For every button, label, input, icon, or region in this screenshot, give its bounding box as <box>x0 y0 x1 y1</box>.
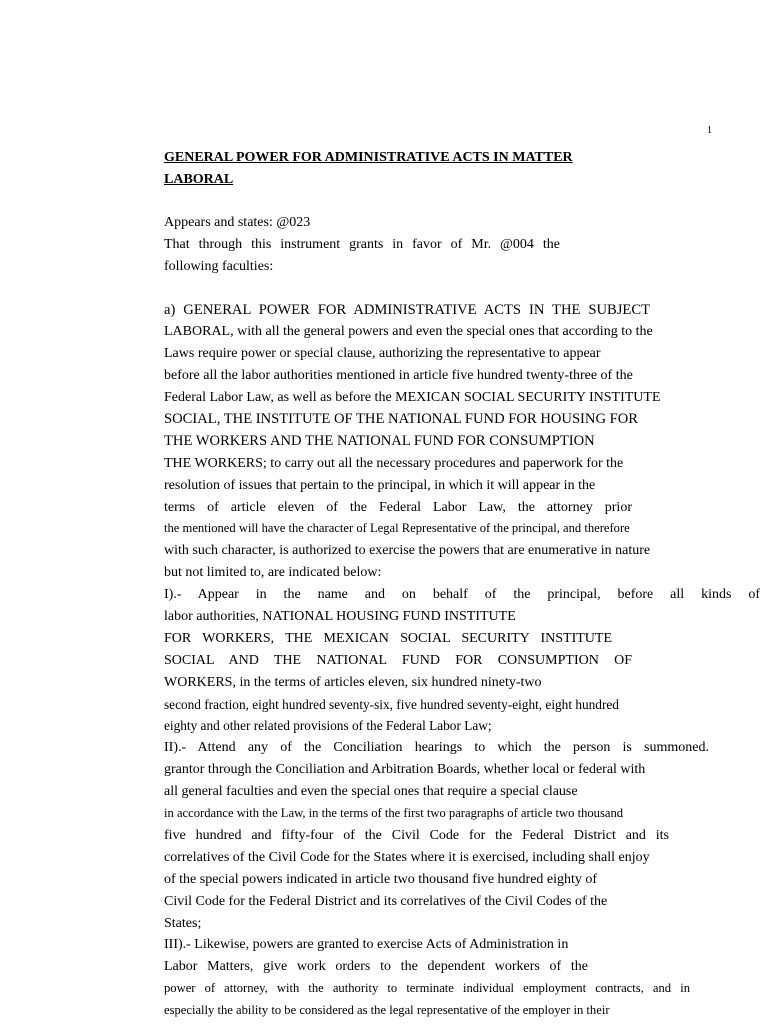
body-line: Labor Matters, give work orders to the dependent workers of the <box>164 959 588 975</box>
body-line: Appears and states: @023 <box>164 215 311 230</box>
body-line: a) GENERAL POWER FOR ADMINISTRATIVE ACTS IN THE SUBJECT <box>164 301 650 318</box>
title-line-1: GENERAL POWER FOR ADMINISTRATIVE ACTS IN MATTER <box>164 150 573 165</box>
body-line: power of attorney, with the authority to terminate individual employment contracts, and in <box>164 981 690 996</box>
title-line-2: LABORAL <box>164 172 234 187</box>
page-number: 1 <box>707 125 712 136</box>
body-line: Civil Code for the Federal District and its correlatives of the Civil Codes of the <box>164 893 608 909</box>
body-line: Laws require power or special clause, authorizing the representative to appear <box>164 346 601 362</box>
body-line: eighty and other related provisions of the Federal Labor Law; <box>164 718 492 734</box>
body-line: SOCIAL, THE INSTITUTE OF THE NATIONAL FUND FOR HOUSING FOR <box>164 411 639 428</box>
body-line: labor authorities, NATIONAL HOUSING FUND INSTITUTE <box>164 609 516 625</box>
body-line: LABORAL, with all the general powers and even the special ones that according to the <box>164 324 653 340</box>
body-line: the mentioned will have the character of Legal Representative of the principal, and therefore <box>164 521 630 536</box>
body-line: resolution of issues that pertain to the principal, in which it will appear in the <box>164 477 596 493</box>
body-line: That through this instrument grants in favor of Mr. @004 the <box>164 236 560 252</box>
body-line: with such character, is authorized to exercise the powers that are enumerative in nature <box>164 543 651 559</box>
body-line: but not limited to, are indicated below: <box>164 565 382 581</box>
body-line: SOCIAL AND THE NATIONAL FUND FOR CONSUMPTION OF <box>164 652 632 668</box>
body-line: WORKERS, in the terms of articles eleven, six hundred ninety-two <box>164 674 542 690</box>
body-line: Federal Labor Law, as well as before the MEXICAN SOCIAL SECURITY INSTITUTE <box>164 390 661 406</box>
body-line: THE WORKERS; to carry out all the necessary procedures and paperwork for the <box>164 455 624 471</box>
body-line: all general faculties and even the special ones that require a special clause <box>164 784 578 800</box>
body-line: second fraction, eight hundred seventy-six, five hundred seventy-eight, eight hundred <box>164 696 619 712</box>
document-title <box>164 147 669 191</box>
body-line: before all the labor authorities mentioned in article five hundred twenty-three of the <box>164 368 633 384</box>
body-line: FOR WORKERS, THE MEXICAN SOCIAL SECURITY INSTITUTE <box>164 630 612 646</box>
body-line: of the special powers indicated in article two thousand five hundred eighty of <box>164 871 598 887</box>
body-line: I).- Appear in the name and on behalf of the principal, before all kinds of <box>164 587 760 603</box>
body-line: III).- Likewise, powers are granted to exercise Acts of Administration in <box>164 937 569 953</box>
body-line: THE WORKERS AND THE NATIONAL FUND FOR CONSUMPTION <box>164 432 595 449</box>
body-line: States; <box>164 915 202 931</box>
body-line: five hundred and fifty-four of the Civil Code for the Federal District and its <box>164 827 669 843</box>
body-line: terms of article eleven of the Federal Labor Law, the attorney prior <box>164 499 632 515</box>
body-line: correlatives of the Civil Code for the States where it is exercised, including shall enjoy <box>164 849 650 865</box>
body-line: in accordance with the Law, in the terms of the first two paragraphs of article two thousand <box>164 806 624 821</box>
document-body <box>164 212 760 1022</box>
body-line: grantor through the Conciliation and Arbitration Boards, whether local or federal with <box>164 762 646 778</box>
body-line: II).- Attend any of the Conciliation hearings to which the person is summoned. <box>164 740 709 756</box>
body-line: especially the ability to be considered as the legal representative of the employer in their <box>164 1003 610 1018</box>
blank-line <box>164 278 704 300</box>
body-line: following faculties: <box>164 258 274 274</box>
